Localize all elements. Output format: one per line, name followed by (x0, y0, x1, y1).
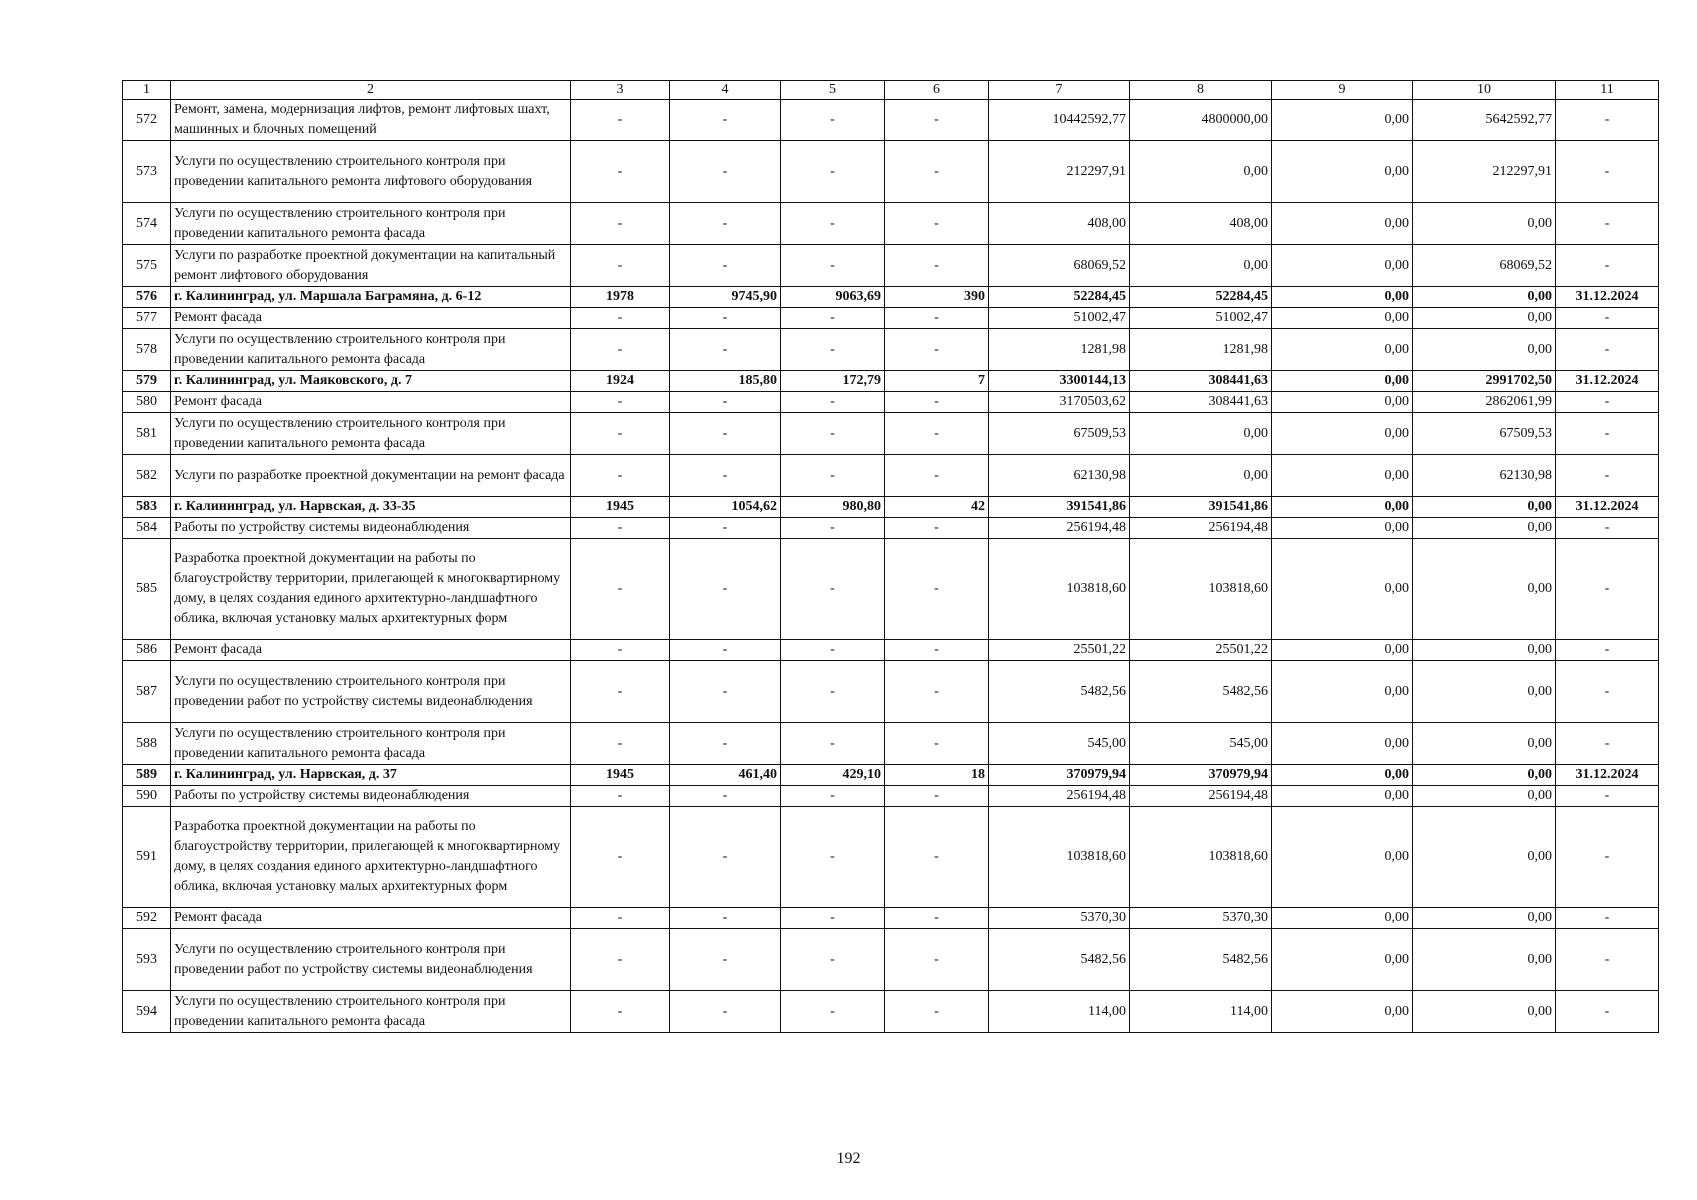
col8-cell: 308441,63 (1130, 392, 1272, 413)
column-number-cell: 4 (670, 81, 781, 100)
col5-cell: - (781, 661, 885, 723)
column-number-cell: 10 (1413, 81, 1556, 100)
col10-cell: 0,00 (1413, 518, 1556, 539)
col8-cell: 0,00 (1130, 141, 1272, 203)
col6-cell: - (885, 908, 989, 929)
total-cost-cell: 5370,30 (989, 908, 1130, 929)
row-number-cell: 587 (123, 661, 171, 723)
deadline-cell: - (1556, 518, 1659, 539)
deadline-cell: 31.12.2024 (1556, 371, 1659, 392)
col10-cell: 0,00 (1413, 786, 1556, 807)
col4-cell: - (670, 100, 781, 141)
description-cell: Услуги по осуществлению строительного контроля при проведении капитального ремонта лифтового оборудования (171, 141, 571, 203)
col4-cell: - (670, 413, 781, 455)
row-number-cell: 585 (123, 539, 171, 640)
col10-cell: 5642592,77 (1413, 100, 1556, 141)
table-row (123, 203, 1659, 245)
col6-cell: - (885, 786, 989, 807)
description-cell: Разработка проектной документации на работы по благоустройству территории, прилегающей к многоквартирному дому, в целях создания единого архитектурно-ландшафтного облика, включая установку малых архитектурных форм (171, 807, 571, 908)
table-row (123, 141, 1659, 203)
col4-cell: - (670, 203, 781, 245)
col5-cell: - (781, 807, 885, 908)
total-cost-cell: 256194,48 (989, 786, 1130, 807)
total-cost-cell: 545,00 (989, 723, 1130, 765)
col8-cell: 408,00 (1130, 203, 1272, 245)
description-cell: Ремонт фасада (171, 640, 571, 661)
total-cost-cell: 256194,48 (989, 518, 1130, 539)
column-number-cell: 11 (1556, 81, 1659, 100)
description-cell: Ремонт фасада (171, 908, 571, 929)
description-cell: г. Калининград, ул. Маяковского, д. 7 (171, 371, 571, 392)
col4-cell: - (670, 539, 781, 640)
row-number-cell: 573 (123, 141, 171, 203)
column-number-cell: 3 (571, 81, 670, 100)
total-cost-cell: 1281,98 (989, 329, 1130, 371)
column-number-cell: 1 (123, 81, 171, 100)
year-cell: 1945 (571, 497, 670, 518)
col4-cell: - (670, 329, 781, 371)
year-cell: - (571, 908, 670, 929)
col6-cell: 18 (885, 765, 989, 786)
col4-cell: - (670, 908, 781, 929)
col8-cell: 256194,48 (1130, 518, 1272, 539)
col9-cell: 0,00 (1272, 141, 1413, 203)
row-number-cell: 580 (123, 392, 171, 413)
row-number-cell: 577 (123, 308, 171, 329)
description-cell: г. Калининград, ул. Нарвская, д. 37 (171, 765, 571, 786)
row-number-cell: 586 (123, 640, 171, 661)
col9-cell: 0,00 (1272, 786, 1413, 807)
col9-cell: 0,00 (1272, 908, 1413, 929)
col5-cell: 172,79 (781, 371, 885, 392)
col5-cell: - (781, 518, 885, 539)
year-cell: - (571, 518, 670, 539)
col5-cell: - (781, 539, 885, 640)
year-cell: - (571, 807, 670, 908)
row-number-cell: 584 (123, 518, 171, 539)
col6-cell: - (885, 329, 989, 371)
col10-cell: 0,00 (1413, 807, 1556, 908)
total-cost-cell: 103818,60 (989, 807, 1130, 908)
col4-cell: - (670, 308, 781, 329)
col10-cell: 0,00 (1413, 723, 1556, 765)
col10-cell: 68069,52 (1413, 245, 1556, 287)
table-row (123, 329, 1659, 371)
row-number-cell: 574 (123, 203, 171, 245)
description-cell: Ремонт, замена, модернизация лифтов, ремонт лифтовых шахт, машинных и блочных помещений (171, 100, 571, 141)
row-number-cell: 591 (123, 807, 171, 908)
col5-cell: 980,80 (781, 497, 885, 518)
col10-cell: 0,00 (1413, 929, 1556, 991)
col10-cell: 0,00 (1413, 991, 1556, 1033)
col6-cell: - (885, 661, 989, 723)
col9-cell: 0,00 (1272, 413, 1413, 455)
col5-cell: 9063,69 (781, 287, 885, 308)
col4-cell: - (670, 786, 781, 807)
col9-cell: 0,00 (1272, 991, 1413, 1033)
col9-cell: 0,00 (1272, 497, 1413, 518)
total-cost-cell: 62130,98 (989, 455, 1130, 497)
col10-cell: 0,00 (1413, 287, 1556, 308)
table-row (123, 413, 1659, 455)
deadline-cell: - (1556, 661, 1659, 723)
col9-cell: 0,00 (1272, 518, 1413, 539)
description-cell: Работы по устройству системы видеонаблюдения (171, 786, 571, 807)
row-number-cell: 582 (123, 455, 171, 497)
col9-cell: 0,00 (1272, 287, 1413, 308)
table-row (123, 392, 1659, 413)
row-number-cell: 590 (123, 786, 171, 807)
table-row (123, 786, 1659, 807)
deadline-cell: - (1556, 203, 1659, 245)
col6-cell: - (885, 991, 989, 1033)
deadline-cell: - (1556, 807, 1659, 908)
total-cost-cell: 370979,94 (989, 765, 1130, 786)
description-cell: Услуги по осуществлению строительного контроля при проведении капитального ремонта фасада (171, 413, 571, 455)
col5-cell: 429,10 (781, 765, 885, 786)
description-cell: Услуги по осуществлению строительного контроля при проведении капитального ремонта фасада (171, 329, 571, 371)
col9-cell: 0,00 (1272, 392, 1413, 413)
column-number-cell: 8 (1130, 81, 1272, 100)
col8-cell: 4800000,00 (1130, 100, 1272, 141)
deadline-cell: - (1556, 100, 1659, 141)
col8-cell: 5482,56 (1130, 661, 1272, 723)
year-cell: - (571, 539, 670, 640)
col6-cell: 7 (885, 371, 989, 392)
description-cell: Услуги по осуществлению строительного контроля при проведении работ по устройству системы видеонаблюдения (171, 929, 571, 991)
col4-cell: - (670, 455, 781, 497)
col8-cell: 0,00 (1130, 413, 1272, 455)
year-cell: - (571, 392, 670, 413)
col6-cell: - (885, 640, 989, 661)
col9-cell: 0,00 (1272, 245, 1413, 287)
col9-cell: 0,00 (1272, 455, 1413, 497)
col10-cell: 0,00 (1413, 640, 1556, 661)
col5-cell: - (781, 141, 885, 203)
col8-cell: 103818,60 (1130, 539, 1272, 640)
col4-cell: 185,80 (670, 371, 781, 392)
year-cell: - (571, 100, 670, 141)
deadline-cell: - (1556, 908, 1659, 929)
col5-cell: - (781, 786, 885, 807)
col5-cell: - (781, 908, 885, 929)
total-cost-cell: 68069,52 (989, 245, 1130, 287)
table-row (123, 308, 1659, 329)
description-cell: Разработка проектной документации на работы по благоустройству территории, прилегающей к многоквартирному дому, в целях создания единого архитектурно-ландшафтного облика, включая установку малых архитектурных форм (171, 539, 571, 640)
col4-cell: - (670, 661, 781, 723)
deadline-cell: - (1556, 245, 1659, 287)
col4-cell: - (670, 723, 781, 765)
col4-cell: 9745,90 (670, 287, 781, 308)
year-cell: 1978 (571, 287, 670, 308)
col8-cell: 103818,60 (1130, 807, 1272, 908)
col5-cell: - (781, 329, 885, 371)
description-cell: Услуги по осуществлению строительного контроля при проведении капитального ремонта фасада (171, 723, 571, 765)
col10-cell: 0,00 (1413, 539, 1556, 640)
col10-cell: 67509,53 (1413, 413, 1556, 455)
col6-cell: - (885, 807, 989, 908)
col10-cell: 0,00 (1413, 203, 1556, 245)
total-cost-cell: 114,00 (989, 991, 1130, 1033)
col8-cell: 256194,48 (1130, 786, 1272, 807)
total-cost-cell: 408,00 (989, 203, 1130, 245)
col8-cell: 1281,98 (1130, 329, 1272, 371)
total-cost-cell: 5482,56 (989, 661, 1130, 723)
col6-cell: - (885, 392, 989, 413)
col5-cell: - (781, 991, 885, 1033)
year-cell: - (571, 308, 670, 329)
description-cell: г. Калининград, ул. Нарвская, д. 33-35 (171, 497, 571, 518)
col6-cell: - (885, 203, 989, 245)
description-cell: Работы по устройству системы видеонаблюдения (171, 518, 571, 539)
column-number-cell: 5 (781, 81, 885, 100)
year-cell: - (571, 413, 670, 455)
col4-cell: - (670, 640, 781, 661)
description-cell: Услуги по осуществлению строительного контроля при проведении капитального ремонта фасада (171, 203, 571, 245)
col10-cell: 0,00 (1413, 661, 1556, 723)
description-cell: Услуги по разработке проектной документации на ремонт фасада (171, 455, 571, 497)
col9-cell: 0,00 (1272, 661, 1413, 723)
col9-cell: 0,00 (1272, 308, 1413, 329)
total-cost-cell: 5482,56 (989, 929, 1130, 991)
table-row (123, 539, 1659, 640)
col8-cell: 51002,47 (1130, 308, 1272, 329)
col8-cell: 0,00 (1130, 455, 1272, 497)
col9-cell: 0,00 (1272, 640, 1413, 661)
col6-cell: 42 (885, 497, 989, 518)
deadline-cell: 31.12.2024 (1556, 287, 1659, 308)
col6-cell: - (885, 455, 989, 497)
total-cost-cell: 52284,45 (989, 287, 1130, 308)
year-cell: - (571, 203, 670, 245)
col6-cell: - (885, 413, 989, 455)
deadline-cell: - (1556, 392, 1659, 413)
deadline-cell: - (1556, 329, 1659, 371)
deadline-cell: - (1556, 640, 1659, 661)
total-cost-cell: 391541,86 (989, 497, 1130, 518)
col4-cell: 461,40 (670, 765, 781, 786)
total-cost-cell: 25501,22 (989, 640, 1130, 661)
col8-cell: 391541,86 (1130, 497, 1272, 518)
col6-cell: - (885, 929, 989, 991)
total-cost-cell: 103818,60 (989, 539, 1130, 640)
table-row (123, 245, 1659, 287)
address-row (123, 287, 1659, 308)
row-number-cell: 579 (123, 371, 171, 392)
col8-cell: 0,00 (1130, 245, 1272, 287)
table-row (123, 723, 1659, 765)
col5-cell: - (781, 640, 885, 661)
deadline-cell: - (1556, 413, 1659, 455)
column-number-cell: 7 (989, 81, 1130, 100)
col9-cell: 0,00 (1272, 807, 1413, 908)
col8-cell: 5482,56 (1130, 929, 1272, 991)
col9-cell: 0,00 (1272, 100, 1413, 141)
col6-cell: 390 (885, 287, 989, 308)
col9-cell: 0,00 (1272, 539, 1413, 640)
col10-cell: 62130,98 (1413, 455, 1556, 497)
col9-cell: 0,00 (1272, 929, 1413, 991)
table-row (123, 908, 1659, 929)
col9-cell: 0,00 (1272, 371, 1413, 392)
deadline-cell: - (1556, 308, 1659, 329)
col4-cell: - (670, 392, 781, 413)
total-cost-cell: 67509,53 (989, 413, 1130, 455)
row-number-cell: 581 (123, 413, 171, 455)
total-cost-cell: 3170503,62 (989, 392, 1130, 413)
row-number-cell: 589 (123, 765, 171, 786)
col10-cell: 0,00 (1413, 329, 1556, 371)
col5-cell: - (781, 723, 885, 765)
col4-cell: 1054,62 (670, 497, 781, 518)
col8-cell: 52284,45 (1130, 287, 1272, 308)
table-row (123, 661, 1659, 723)
col8-cell: 25501,22 (1130, 640, 1272, 661)
col6-cell: - (885, 245, 989, 287)
col4-cell: - (670, 929, 781, 991)
col4-cell: - (670, 518, 781, 539)
total-cost-cell: 10442592,77 (989, 100, 1130, 141)
description-cell: Услуги по осуществлению строительного контроля при проведении работ по устройству системы видеонаблюдения (171, 661, 571, 723)
col6-cell: - (885, 518, 989, 539)
deadline-cell: - (1556, 141, 1659, 203)
col6-cell: - (885, 141, 989, 203)
col4-cell: - (670, 991, 781, 1033)
column-number-cell: 9 (1272, 81, 1413, 100)
deadline-cell: 31.12.2024 (1556, 497, 1659, 518)
table-row (123, 455, 1659, 497)
page-number: 192 (836, 1150, 861, 1167)
col10-cell: 0,00 (1413, 497, 1556, 518)
row-number-cell: 594 (123, 991, 171, 1033)
col5-cell: - (781, 100, 885, 141)
data-table (122, 80, 1659, 1033)
col9-cell: 0,00 (1272, 329, 1413, 371)
year-cell: 1924 (571, 371, 670, 392)
column-number-cell: 2 (171, 81, 571, 100)
col6-cell: - (885, 308, 989, 329)
table-row (123, 518, 1659, 539)
row-number-cell: 578 (123, 329, 171, 371)
row-number-cell: 588 (123, 723, 171, 765)
row-number-cell: 575 (123, 245, 171, 287)
col5-cell: - (781, 308, 885, 329)
col5-cell: - (781, 455, 885, 497)
col6-cell: - (885, 723, 989, 765)
description-cell: г. Калининград, ул. Маршала Баграмяна, д. 6-12 (171, 287, 571, 308)
address-row (123, 371, 1659, 392)
col8-cell: 545,00 (1130, 723, 1272, 765)
col10-cell: 0,00 (1413, 308, 1556, 329)
col4-cell: - (670, 141, 781, 203)
deadline-cell: - (1556, 929, 1659, 991)
col9-cell: 0,00 (1272, 723, 1413, 765)
deadline-cell: - (1556, 539, 1659, 640)
col6-cell: - (885, 539, 989, 640)
total-cost-cell: 3300144,13 (989, 371, 1130, 392)
col9-cell: 0,00 (1272, 203, 1413, 245)
col10-cell: 2862061,99 (1413, 392, 1556, 413)
deadline-cell: - (1556, 455, 1659, 497)
col10-cell: 0,00 (1413, 908, 1556, 929)
col8-cell: 370979,94 (1130, 765, 1272, 786)
col5-cell: - (781, 413, 885, 455)
table-row (123, 929, 1659, 991)
col8-cell: 308441,63 (1130, 371, 1272, 392)
table-row (123, 991, 1659, 1033)
description-cell: Услуги по разработке проектной документации на капитальный ремонт лифтового оборудования (171, 245, 571, 287)
deadline-cell: - (1556, 991, 1659, 1033)
deadline-cell: - (1556, 786, 1659, 807)
col8-cell: 5370,30 (1130, 908, 1272, 929)
col8-cell: 114,00 (1130, 991, 1272, 1033)
col10-cell: 212297,91 (1413, 141, 1556, 203)
column-number-header-row (123, 81, 1659, 100)
description-cell: Услуги по осуществлению строительного контроля при проведении капитального ремонта фасада (171, 991, 571, 1033)
year-cell: - (571, 141, 670, 203)
year-cell: - (571, 786, 670, 807)
col4-cell: - (670, 245, 781, 287)
year-cell: 1945 (571, 765, 670, 786)
col6-cell: - (885, 100, 989, 141)
table-row (123, 100, 1659, 141)
deadline-cell: - (1556, 723, 1659, 765)
year-cell: - (571, 455, 670, 497)
column-number-cell: 6 (885, 81, 989, 100)
year-cell: - (571, 991, 670, 1033)
row-number-cell: 592 (123, 908, 171, 929)
table-row (123, 807, 1659, 908)
description-cell: Ремонт фасада (171, 392, 571, 413)
description-cell: Ремонт фасада (171, 308, 571, 329)
table-body (123, 81, 1659, 1033)
col10-cell: 0,00 (1413, 765, 1556, 786)
col5-cell: - (781, 203, 885, 245)
row-number-cell: 572 (123, 100, 171, 141)
col5-cell: - (781, 392, 885, 413)
row-number-cell: 593 (123, 929, 171, 991)
col9-cell: 0,00 (1272, 765, 1413, 786)
total-cost-cell: 212297,91 (989, 141, 1130, 203)
col5-cell: - (781, 929, 885, 991)
year-cell: - (571, 640, 670, 661)
deadline-cell: 31.12.2024 (1556, 765, 1659, 786)
address-row (123, 497, 1659, 518)
row-number-cell: 583 (123, 497, 171, 518)
table-row (123, 640, 1659, 661)
row-number-cell: 576 (123, 287, 171, 308)
year-cell: - (571, 661, 670, 723)
year-cell: - (571, 929, 670, 991)
col4-cell: - (670, 807, 781, 908)
year-cell: - (571, 329, 670, 371)
col10-cell: 2991702,50 (1413, 371, 1556, 392)
total-cost-cell: 51002,47 (989, 308, 1130, 329)
year-cell: - (571, 723, 670, 765)
address-row (123, 765, 1659, 786)
year-cell: - (571, 245, 670, 287)
col5-cell: - (781, 245, 885, 287)
